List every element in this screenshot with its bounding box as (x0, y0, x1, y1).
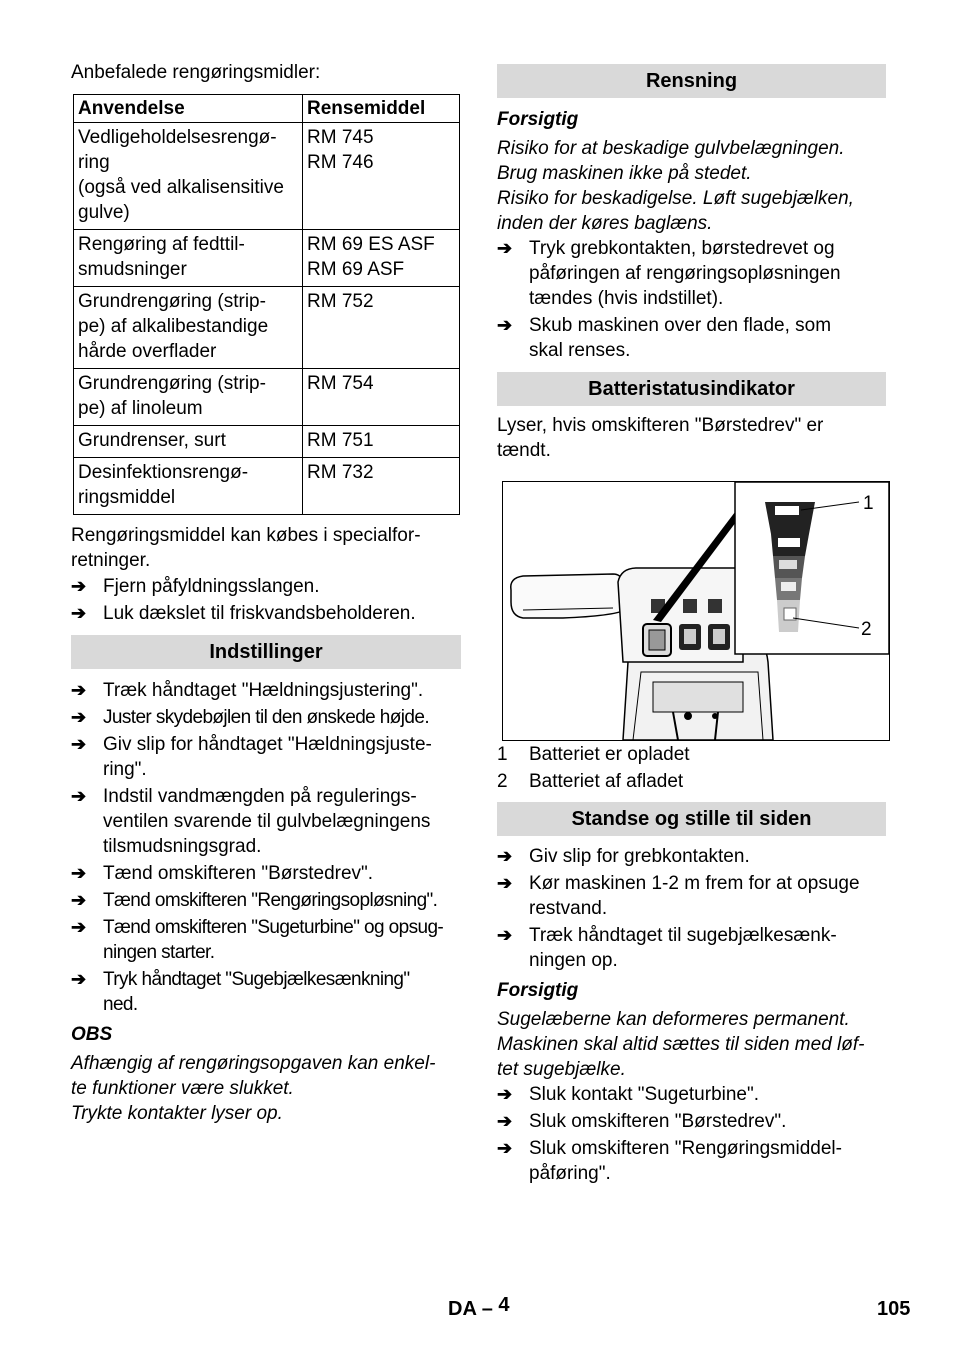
table-row (74, 369, 460, 426)
step-item (497, 236, 886, 311)
step-line: Tænd omskifteren "Sugeturbine" og opsug- (103, 917, 444, 938)
text-line: Risiko for at beskadige gulvbelægningen. (497, 138, 845, 159)
step-line: Juster skydebøjlen til den ønskede højde. (103, 707, 430, 728)
cell-line: Vedligeholdelsesrengø- (78, 127, 277, 148)
step-text (529, 1136, 886, 1186)
step-text (529, 313, 886, 363)
legend-text: Batteriet er opladet (529, 744, 690, 765)
cell-use (74, 369, 303, 426)
cell-line: RM 732 (307, 462, 374, 483)
step-item (497, 923, 886, 973)
cell-line: RM 754 (307, 373, 374, 394)
cell-line: Grundrengøring (strip- (78, 373, 266, 394)
step-line: Luk dækslet til friskvandsbeholderen. (103, 603, 416, 624)
text-line: inden der køres baglæns. (497, 213, 713, 234)
cell-line: (også ved alkalisensitive (78, 177, 284, 198)
steps-refill (71, 574, 461, 626)
arrow-icon: ➔ (71, 917, 87, 937)
legend-text: Batteriet af afladet (529, 771, 684, 792)
step-line: ningen starter. (103, 942, 215, 963)
step-item (71, 861, 461, 886)
cell-line: gulve) (78, 202, 130, 223)
cell-use (74, 123, 303, 230)
section-heading-battery: Batteristatusindikator (497, 372, 886, 406)
legend-number: 2 (497, 771, 508, 792)
legend-item (497, 769, 886, 794)
step-line: påføringen af rengøringsopløsningen (529, 263, 841, 284)
callout-1: 1 (863, 493, 874, 514)
footer-section-label (448, 1294, 510, 1322)
cell-line: ring (78, 152, 110, 173)
text-line: Maskinen skal altid sættes til siden med løf- (497, 1034, 865, 1055)
text-line: Afhængig af rengøringsopgaven kan enkel- (71, 1053, 436, 1074)
arrow-icon: ➔ (71, 734, 87, 754)
arrow-icon: ➔ (497, 1111, 513, 1131)
arrow-icon: ➔ (71, 680, 87, 700)
step-text (103, 915, 461, 965)
column-header-use: Anvendelse (74, 95, 303, 123)
cell-line: ringsmiddel (78, 487, 176, 508)
step-item (497, 1136, 886, 1186)
text-line: retninger. (71, 550, 151, 571)
cell-line: Rengøring af fedttil- (78, 234, 245, 255)
step-text (529, 923, 886, 973)
table-row (74, 287, 460, 369)
text-line: Risiko for beskadigelse. Løft sugebjælken, (497, 188, 854, 209)
arrow-icon: ➔ (497, 1138, 513, 1158)
table-body (74, 123, 460, 515)
cell-line: RM 751 (307, 430, 374, 451)
cell-line: RM 746 (307, 152, 374, 173)
cleaning-agent-table (73, 94, 460, 515)
step-item (497, 1109, 886, 1134)
cell-line: Grundrengøring (strip- (78, 291, 266, 312)
step-line: ring". (103, 759, 147, 780)
legend-number: 1 (497, 744, 508, 765)
step-item (497, 313, 886, 363)
arrow-icon: ➔ (71, 969, 87, 989)
step-line: påføring". (529, 1163, 611, 1184)
cell-agent (303, 123, 460, 230)
step-text (103, 574, 461, 599)
step-item (497, 844, 886, 869)
step-line: Tryk håndtaget "Sugebjælkesænkning" (103, 969, 410, 990)
step-line: skal renses. (529, 340, 631, 361)
cell-use (74, 426, 303, 458)
arrow-icon: ➔ (71, 603, 87, 623)
step-line: Sluk kontakt "Sugeturbine". (529, 1084, 760, 1105)
step-text (529, 844, 886, 869)
text-line: tet sugebjælke. (497, 1059, 626, 1080)
note-label: OBS (71, 1024, 113, 1045)
step-line: Træk håndtaget "Hældningsjustering". (103, 680, 424, 701)
control-panel-illustration (503, 482, 889, 740)
arrow-icon: ➔ (71, 707, 87, 727)
steps-final (497, 1082, 886, 1186)
step-line: Fjern påfyldningsslangen. (103, 576, 320, 597)
arrow-icon: ➔ (497, 315, 513, 335)
caution-label: Forsigtig (497, 109, 579, 130)
arrow-icon: ➔ (497, 873, 513, 893)
section-heading-cleaning: Rensning (497, 64, 886, 98)
arrow-icon: ➔ (71, 786, 87, 806)
step-line: Kør maskinen 1-2 m frem for at opsuge (529, 873, 860, 894)
step-line: Tænd omskifteren "Rengøringsopløsning". (103, 890, 438, 911)
step-text (529, 871, 886, 921)
step-line: ventilen svarende til gulvbelægningens (103, 811, 431, 832)
cell-line: Grundrenser, surt (78, 430, 226, 451)
cell-agent (303, 287, 460, 369)
arrow-icon: ➔ (497, 846, 513, 866)
cell-line: pe) af alkalibestandige (78, 316, 269, 337)
arrow-icon: ➔ (497, 238, 513, 258)
cell-line: RM 745 (307, 127, 374, 148)
step-line: Giv slip for håndtaget "Hældningsjuste- (103, 734, 432, 755)
arrow-icon: ➔ (71, 576, 87, 596)
cell-agent (303, 230, 460, 287)
table-header-row (74, 95, 460, 123)
step-line: Skub maskinen over den flade, som (529, 315, 832, 336)
step-line: Træk håndtaget til sugebjælkesænk- (529, 925, 837, 946)
steps-settings (71, 678, 461, 1017)
step-text (529, 236, 886, 311)
caution2-label: Forsigtig (497, 980, 579, 1001)
section-heading-settings: Indstillinger (71, 635, 461, 669)
text-line: Sugelæberne kan deformeres permanent. (497, 1009, 850, 1030)
arrow-icon: ➔ (497, 1084, 513, 1104)
step-line: tændes (hvis indstillet). (529, 288, 724, 309)
arrow-icon: ➔ (71, 890, 87, 910)
table-row (74, 230, 460, 287)
step-line: ningen op. (529, 950, 618, 971)
step-item (71, 678, 461, 703)
step-text (103, 784, 461, 859)
step-line: Sluk omskifteren "Børstedrev". (529, 1111, 787, 1132)
step-item (497, 871, 886, 921)
step-item (497, 1082, 886, 1107)
step-text (529, 1082, 886, 1107)
text-line: Brug maskinen ikke på stedet. (497, 163, 752, 184)
cell-agent (303, 369, 460, 426)
step-text (103, 888, 461, 913)
cell-line: RM 69 ASF (307, 259, 405, 280)
step-item (71, 888, 461, 913)
footer-dash: – (481, 1298, 493, 1320)
step-item (71, 574, 461, 599)
step-item (71, 915, 461, 965)
left-column (71, 60, 461, 1126)
step-item (71, 601, 461, 626)
text-line: Trykte kontakter lyser op. (71, 1103, 283, 1124)
step-line: ned. (103, 994, 138, 1015)
cell-line: pe) af linoleum (78, 398, 203, 419)
cell-use (74, 458, 303, 515)
step-item (71, 732, 461, 782)
step-line: tilsmudsningsgrad. (103, 836, 262, 857)
purchase-text (71, 523, 461, 573)
arrow-icon: ➔ (71, 863, 87, 883)
step-line: Tryk grebkontakten, børstedrevet og (529, 238, 835, 259)
cell-line: smudsninger (78, 259, 187, 280)
step-line: restvand. (529, 898, 608, 919)
caution2-text (497, 1007, 886, 1082)
step-item (71, 967, 461, 1017)
table-intro: Anbefalede rengøringsmidler: (71, 62, 321, 83)
column-header-agent: Rensemiddel (303, 95, 460, 123)
callout-2: 2 (861, 619, 872, 640)
cell-line: Desinfektionsrengø- (78, 462, 249, 483)
step-text (103, 678, 461, 703)
figure-legend (497, 742, 886, 794)
step-line: Indstil vandmængden på regulerings- (103, 786, 417, 807)
step-text (103, 705, 461, 730)
footer-lang: DA (448, 1298, 477, 1320)
cell-agent (303, 426, 460, 458)
text-line: tændt. (497, 440, 551, 461)
page-number: 105 (877, 1298, 911, 1320)
text-line: te funktioner være slukket. (71, 1078, 294, 1099)
table-row (74, 458, 460, 515)
step-item (71, 705, 461, 730)
step-text (103, 732, 461, 782)
steps-cleaning (497, 236, 886, 363)
cell-use (74, 287, 303, 369)
step-line: Sluk omskifteren "Rengøringsmiddel- (529, 1138, 842, 1159)
battery-indicator-figure (502, 481, 890, 741)
step-text (103, 601, 461, 626)
step-line: Giv slip for grebkontakten. (529, 846, 750, 867)
steps-stop (497, 844, 886, 973)
arrow-icon: ➔ (497, 925, 513, 945)
text-line: Lyser, hvis omskifteren "Børstedrev" er (497, 415, 824, 436)
step-text (529, 1109, 886, 1134)
step-line: Tænd omskifteren "Børstedrev". (103, 863, 374, 884)
right-column (497, 64, 886, 1188)
legend-item (497, 742, 886, 767)
section-heading-stop: Standse og stille til siden (497, 802, 886, 836)
cell-line: RM 752 (307, 291, 374, 312)
table-row (74, 123, 460, 230)
footer-section-number: 4 (498, 1294, 510, 1316)
cell-agent (303, 458, 460, 515)
step-item (71, 784, 461, 859)
note-text (71, 1051, 461, 1126)
cell-line: RM 69 ES ASF (307, 234, 435, 255)
table-row (74, 426, 460, 458)
step-text (103, 967, 461, 1017)
battery-text (497, 413, 886, 463)
cell-use (74, 230, 303, 287)
caution-text (497, 136, 886, 236)
cell-line: hårde overflader (78, 341, 217, 362)
step-text (103, 861, 461, 886)
text-line: Rengøringsmiddel kan købes i specialfor- (71, 525, 421, 546)
